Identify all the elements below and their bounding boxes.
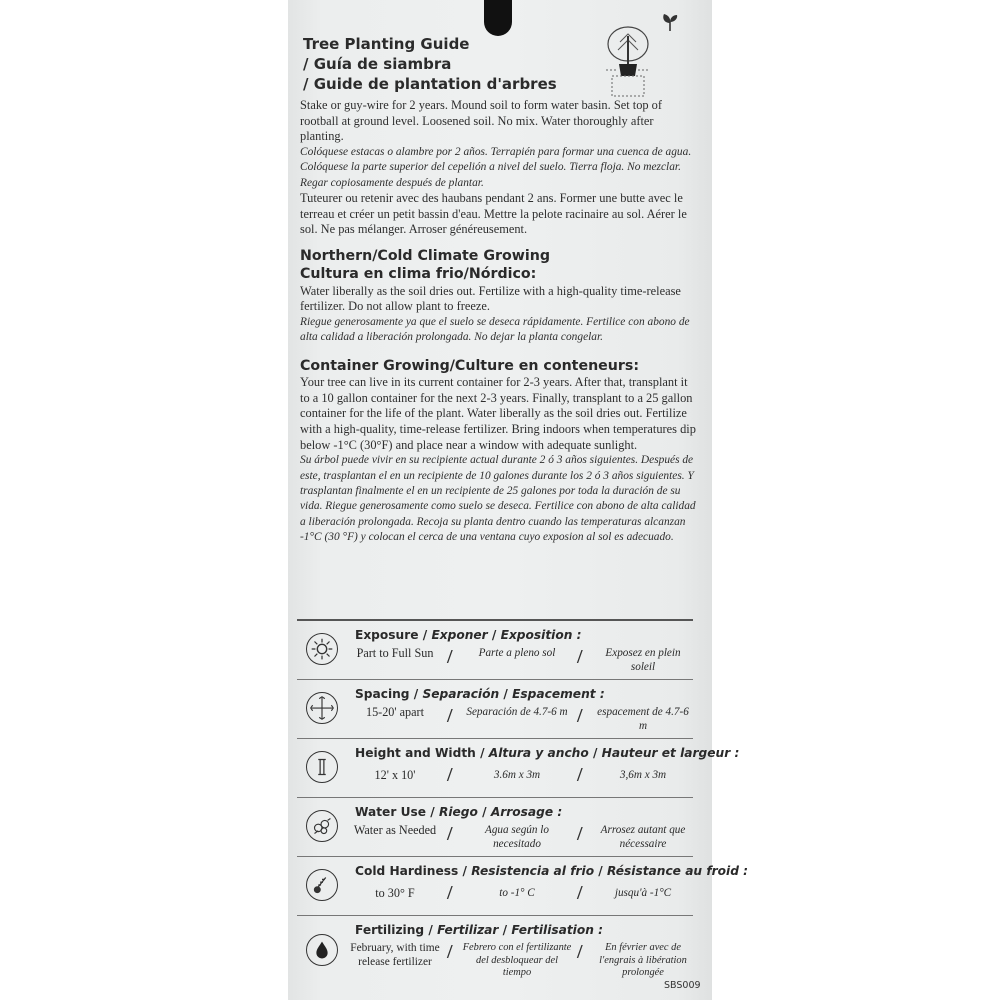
value-es: Febrero con el fertilizante del desbloquear del tiempo [462,942,572,978]
label-en: Height and Width [355,746,476,760]
label-en: Cold Hardiness [355,864,459,878]
guide-title [303,34,593,94]
planting-text-es: Colóquese estacas o alambre por 2 años. Terrapién para formar una cuenca de agua. Colóquese la parte superior del cepelión a nivel del suelo. Tierra floja. No mezclar. Regar copiosamente después de plantar. [300,145,692,189]
planting-content [300,34,700,546]
value-fr: jusqu'à -1°C [614,887,672,899]
care-table [297,619,749,994]
care-row-values [349,706,693,736]
sun-icon [306,633,338,665]
label-fr: Exposition : [500,628,582,642]
northern-heading [300,247,700,284]
value-es: Agua según lo necesitado [484,824,549,850]
leaf-logo-icon [658,10,682,34]
ruler-icon [306,751,338,783]
separator-slash: / [447,823,453,845]
label-es: Resistencia al frio [471,864,595,878]
separator-slash: / [447,882,453,904]
value-fr: 3,6m x 3m [619,769,667,781]
label-fr: Hauteur et largeur : [601,746,740,760]
label-en: Spacing [355,687,410,701]
planting-text-fr: Tuteurer ou retenir avec des haubans pendant 2 ans. Former une butte avec le terreau et créer un petit bassin d'eau. Mettre la pelote racinaire au sol. Aérer le sol. Ne pas mélanger. Arroser généreusement. [300,191,687,237]
separator-slash: / [447,941,453,963]
care-row-header: Spacing / Separación / Espacement : [355,687,605,701]
water-icon [306,810,338,842]
title-es: / Guía de siambra [303,55,452,73]
care-row-values [349,765,693,795]
care-row-header: Exposure / Exponer / Exposition : [355,628,582,642]
value-en: to 30° F [375,886,415,900]
title-fr: / Guide de plantation d'arbres [303,75,557,93]
care-row-header: Water Use / Riego / Arrosage : [355,805,563,819]
value-fr: Exposez en plein soleil [605,647,681,673]
separator-slash: / [577,705,583,727]
separator-slash: / [447,705,453,727]
care-row-values [349,883,693,913]
separator-slash: / [577,646,583,668]
thermometer-icon [306,869,338,901]
care-row-values [349,647,693,677]
value-es: to -1° C [499,887,535,899]
label-es: Exponer [431,628,488,642]
care-row-values [349,941,693,978]
care-row-cold-hardiness [297,857,749,916]
care-row-spacing [297,680,693,739]
separator-slash: / [577,764,583,786]
value-en: Water as Needed [353,823,437,837]
product-code: SBS009 [664,980,701,991]
care-row-values [349,824,693,854]
value-fr: Arrosez autant que nécessaire [600,824,686,850]
planting-text-en: Stake or guy-wire for 2 years. Mound soil to form water basin. Set top of rootball at ground level. Loosened soil. No mix. Water thoroughly after planting. [300,98,663,144]
container-text-en: Your tree can live in its current container for 2-3 years. After that, transplant it to a 10 gallon container for the next 2-3 years. Finally, transplant to a 25 gallon container for the life of the plant. Water liberally as the soil dries out. Fertilize with a high-quality, time-release fertilizer. Bring indoors when temperatures dip below -1°C (30°F) and place near a window with adequate sunlight. [300,375,696,452]
value-fr: espacement de 4.7-6 m [597,706,689,732]
care-row-header: Cold Hardiness / Resistencia al frio / Résistance au froid : [355,864,749,878]
separator-slash: / [577,823,583,845]
value-en: February, with time release fertilizer [350,942,440,968]
care-row-water-use [297,798,693,857]
plant-tag-card [288,0,749,1000]
container-heading: Container Growing/Culture en conteneurs: [300,357,640,374]
label-en: Water Use [355,805,426,819]
care-row-height-width [297,739,740,798]
value-es: Parte a pleno sol [478,647,556,659]
container-text-es: Su árbol puede vivir en su recipiente actual durante 2 ó 3 años siguientes. Después de este, trasplantan el en un recipiente de 10 galones durante los 2 ó 3 años siguientes. Y trasplantan finalmente el en un recipiente de 25 galones por toda la duración de su vida. Riegue generosamente como suelo se deseca. Fertilice con abono de alta calidad a liberación prolongada. Recoja su planta dentro cuando las temperaturas alcanzan -1°C (30 °F) y colocan el cerca de una ventana cuyo exposion al sol es adecuado. [300,454,696,544]
label-fr: Résistance au froid : [607,864,749,878]
northern-text-en: Water liberally as the soil dries out. Fertilize with a high-quality time-release fertilizer. Do not allow plant to freeze. [300,283,681,314]
separator-slash: / [447,646,453,668]
label-es: Separación [422,687,500,701]
label-es: Fertilizar [437,923,499,937]
care-row-fertilizing [297,916,693,994]
value-es: 3.6m x 3m [493,769,541,781]
separator-slash: / [577,941,583,963]
care-row-exposure [297,621,693,680]
label-es: Riego [438,805,478,819]
care-row-header: Height and Width / Altura y ancho / Hauteur et largeur : [355,746,740,760]
separator-slash: / [577,882,583,904]
drop-icon [306,934,338,966]
northern-text-es: Riegue generosamente ya que el suelo se deseca rápidamente. Fertilice con abono de alta calidad a liberación prolongada. No dejar la planta congelar. [300,315,690,344]
label-fr: Fertilisation : [511,923,604,937]
northern-heading-en: Northern/Cold Climate Growing [300,247,550,264]
label-fr: Arrosage : [490,805,563,819]
title-en: Tree Planting Guide [303,35,470,53]
value-fr: En février avec de l'engrais à libération prolongée [599,942,687,978]
value-en: Part to Full Sun [356,646,434,660]
value-es: Separación de 4.7-6 m [466,706,568,718]
label-en: Fertilizing [355,923,425,937]
value-en: 15-20' apart [365,705,425,719]
label-es: Altura y ancho [488,746,589,760]
care-row-header: Fertilizing / Fertilizar / Fertilisation : [355,923,604,937]
crosshair-icon [306,692,338,724]
separator-slash: / [447,764,453,786]
northern-heading-es: Cultura en clima frio/Nórdico: [300,266,537,283]
label-fr: Espacement : [512,687,605,701]
hang-hole [484,0,512,36]
label-en: Exposure [355,628,419,642]
value-en: 12' x 10' [374,768,416,782]
